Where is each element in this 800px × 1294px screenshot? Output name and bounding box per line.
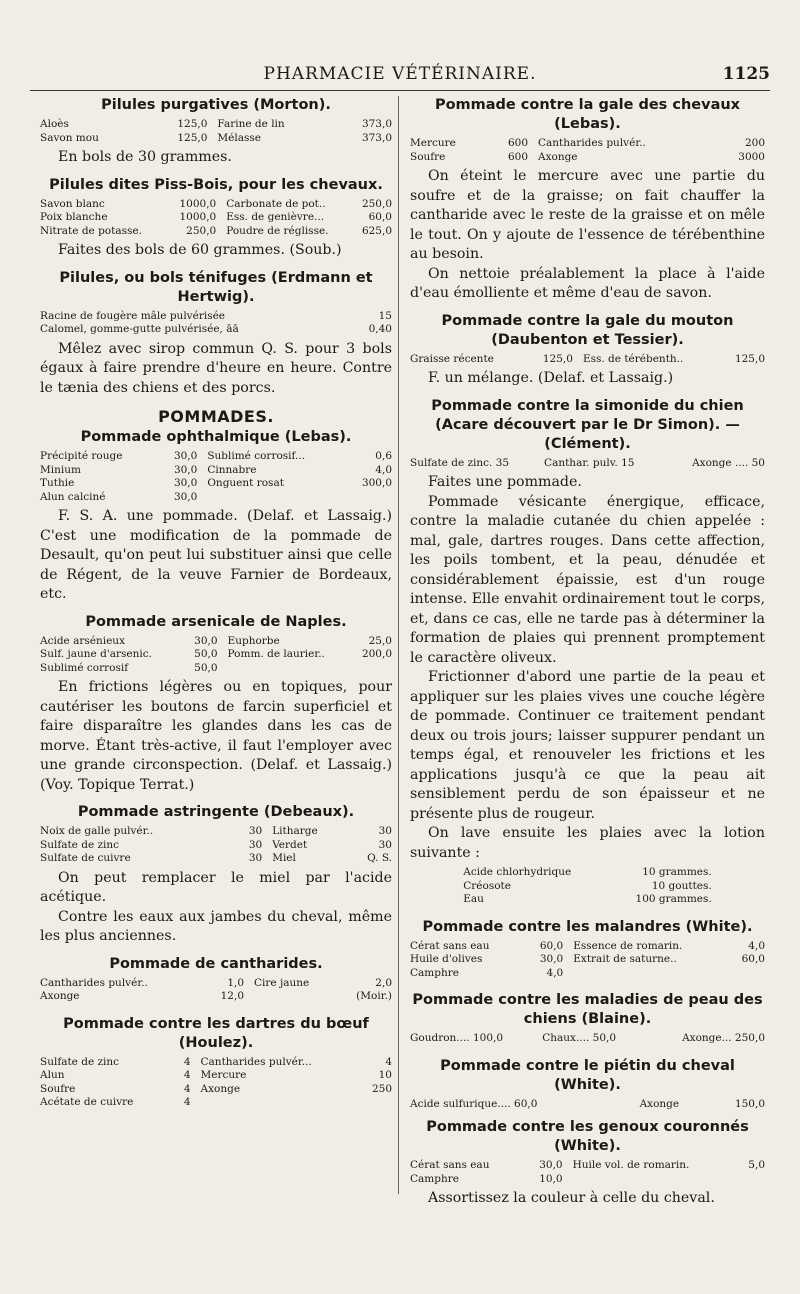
ingredient-name: Acide arsénieux <box>40 634 125 647</box>
ingredient-row <box>40 198 392 212</box>
ingredient-qty: 625,0 <box>361 224 392 237</box>
ingredient-table <box>40 118 392 145</box>
ingredient-row <box>410 151 765 165</box>
ingredient-qty: 30,0 <box>173 450 198 462</box>
ingredient-row <box>40 825 392 839</box>
ingredient-name: Axonge <box>538 150 578 163</box>
paragraph: Contre les eaux aux jambes du cheval, même les plus anciennes. <box>40 908 392 944</box>
ingredient-name: Pomm. de laurier.. <box>227 648 325 660</box>
paragraph: Faites des bols de 60 grammes. (Soub.) <box>58 242 342 258</box>
ingredient-qty: 5,0 <box>748 1159 765 1171</box>
paragraph: On peut remplacer le miel par l'acide acétique. <box>40 869 392 905</box>
section-heading: Pommade contre les malandres (White). <box>422 918 753 935</box>
ingredient-qty: 10 gouttes. <box>651 879 712 892</box>
ingredient-table <box>40 450 392 504</box>
ingredient-row <box>40 310 392 324</box>
chapter-heading: POMMADES. <box>158 407 274 426</box>
ingredient-row <box>40 990 392 1004</box>
ingredient-name: Essence de romarin. <box>573 939 683 952</box>
ingredient-qty: 30,0 <box>539 1159 563 1171</box>
ingredient-entry: Acide sulfurique.... 60,0 <box>410 1097 538 1110</box>
ingredient-row <box>410 953 765 967</box>
ingredient-row <box>40 977 392 991</box>
ingredient-row <box>40 323 392 337</box>
ingredient-name: Savon mou <box>40 131 99 144</box>
ingredient-row <box>40 464 392 478</box>
ingredient-row <box>40 648 392 662</box>
ingredient-qty: 4 <box>183 1096 191 1108</box>
ingredient-name: Nitrate de potasse. <box>40 224 142 237</box>
lotion-table <box>463 866 712 907</box>
ingredient-table <box>410 1159 765 1186</box>
ingredient-name: Cinnabre <box>207 463 257 476</box>
ingredient-qty: 1000,0 <box>179 197 217 210</box>
ingredient-table <box>40 825 392 866</box>
ingredient-qty: 30,0 <box>173 463 198 476</box>
paragraph: On nettoie préalablement la place à l'aide d'eau émolliente et même d'eau de savon. <box>410 265 765 301</box>
ingredient-qty: 15 <box>378 309 392 322</box>
ingredient-name: Axonge <box>639 1097 680 1110</box>
paragraph: En frictions légères ou en topiques, pour cautériser les boutons de farcin superficiel et faire disparaître les glandes dans les cas de morve. Étant très-active, il faut l'employer avec une grande circonspection. (Delaf. et Lassaig.) (Voy. Topique Terrat.) <box>40 679 392 793</box>
section-heading: Pommade contre les dartres du bœuf (Houlez). <box>63 1015 369 1051</box>
ingredient-name: Camphre <box>410 1172 459 1185</box>
ingredient-name: Savon blanc <box>40 197 105 210</box>
ingredient-qty: 30,0 <box>194 634 218 647</box>
ingredient-name: Sulfate de zinc <box>40 1055 120 1068</box>
section-heading: Pilules purgatives (Morton). <box>101 97 331 113</box>
paragraph: F. un mélange. (Delaf. et Lassaig.) <box>428 370 674 386</box>
ingredient-name: Huile d'olives <box>410 953 483 965</box>
ingredient-qty: 0,40 <box>368 323 392 335</box>
ingredient-name: Cantharides pulvér.. <box>538 137 646 149</box>
right-column <box>410 96 765 1209</box>
ingredient-qty: 50,0 <box>194 661 218 674</box>
ingredient-name: Carbonate de pot.. <box>226 197 326 210</box>
ingredient-row <box>40 1096 392 1110</box>
ingredient-entry: Chaux.... 50,0 <box>542 1032 617 1044</box>
section-heading: Pommade contre la gale du mouton (Daubenton et Tessier). <box>441 312 734 348</box>
ingredient-name: Miel <box>272 852 296 864</box>
ingredient-entry: Canthar. pulv. 15 <box>544 456 635 469</box>
section-heading: Pommade contre les genoux couronnés (White). <box>426 1119 749 1154</box>
attribution: (Moir.) <box>356 990 392 1002</box>
ingredient-qty: 125,0 <box>734 352 765 365</box>
ingredient-qty: 300,0 <box>361 477 392 489</box>
ingredient-name: Poix blanche <box>40 211 108 223</box>
ingredient-entry: Sulfate de zinc. 35 <box>410 456 510 469</box>
ingredient-qty: 250,0 <box>186 224 217 237</box>
ingredient-qty: 2,0 <box>375 976 392 989</box>
ingredient-row <box>40 1083 392 1097</box>
ingredient-name: Euphorbe <box>227 634 280 647</box>
ingredient-name: Sublimé corrosif <box>40 661 129 674</box>
paragraph: Mêlez avec sirop commun Q. S. pour 3 bols égaux à faire prendre d'heure en heure. Contre le tænia des chiens et des porcs. <box>40 340 392 396</box>
ingredient-row <box>463 866 712 880</box>
paragraph: F. S. A. une pommade. (Delaf. et Lassaig.) C'est une modification de la pommade de Desault, qu'on peut lui substituer ainsi que celle de Régent, de la veuve Farnier de Bordeaux, etc. <box>40 508 392 602</box>
paragraph: Frictionner d'abord une partie de la peau et appliquer sur les plaies vives une couche légère de pommade. Continuer ce traitement pendant deux ou trois jours; laisser suppurer pendant un temps égal, et renouveler les frictions et les applications jusqu'à ce que la peau ait sensiblement perdu de son épaisseur et ne présente plus de rougeur. <box>410 669 765 822</box>
section-heading: Pommade contre le piétin du cheval (White). <box>440 1057 735 1093</box>
ingredient-qty: 1000,0 <box>179 211 217 223</box>
section-heading: Pommade ophthalmique (Lebas). <box>80 429 352 445</box>
ingredient-name: Litharge <box>272 825 318 837</box>
running-title: PHARMACIE VÉTÉRINAIRE. <box>263 64 537 84</box>
ingredient-qty: 600 <box>507 137 528 149</box>
ingredient-qty: 25,0 <box>368 634 392 647</box>
ingredient-row <box>40 1069 392 1083</box>
ingredient-row <box>40 1056 392 1070</box>
ingredient-name: Cérat sans eau <box>410 1159 490 1171</box>
ingredient-name: Huile vol. de romarin. <box>572 1159 690 1171</box>
ingredient-row <box>410 457 765 471</box>
ingredient-qty: 0,6 <box>375 450 392 462</box>
ingredient-row <box>410 1032 765 1046</box>
ingredient-row <box>40 211 392 225</box>
ingredient-name: Ess. de genièvre... <box>226 211 325 223</box>
ingredient-qty: 10,0 <box>539 1172 563 1185</box>
ingredient-row <box>40 852 392 866</box>
ingredient-qty: 30 <box>378 838 392 851</box>
ingredient-row <box>410 1159 765 1173</box>
ingredient-name: Alun calciné <box>40 490 106 503</box>
ingredient-table <box>40 1056 392 1110</box>
ingredient-row <box>40 839 392 853</box>
ingredient-qty: 12,0 <box>220 990 245 1002</box>
ingredient-qty: 50,0 <box>194 648 218 660</box>
paragraph: Assortissez la couleur à celle du cheval. <box>428 1190 715 1206</box>
ingredient-name: Tuthie <box>40 477 75 489</box>
ingredient-name: Acétate de cuivre <box>40 1096 134 1108</box>
ingredient-qty: 373,0 <box>361 131 392 144</box>
ingredient-row <box>40 450 392 464</box>
ingredient-name: Mélasse <box>217 131 261 144</box>
ingredient-row <box>410 353 765 367</box>
ingredient-table <box>410 457 765 471</box>
ingredient-qty: 250,0 <box>361 197 392 210</box>
ingredient-row <box>40 477 392 491</box>
ingredient-name: Farine de lin <box>217 118 285 130</box>
ingredient-row <box>40 225 392 239</box>
page-number: 1125 <box>722 64 770 84</box>
ingredient-qty: 250 <box>371 1082 392 1095</box>
ingredient-qty: 60,0 <box>539 939 564 952</box>
ingredient-row <box>40 491 392 505</box>
ingredient-qty: 150,0 <box>734 1097 765 1110</box>
ingredient-name: Onguent rosat <box>207 477 284 489</box>
ingredient-qty: 30,0 <box>173 490 198 503</box>
ingredient-qty: 10 grammes. <box>642 866 712 878</box>
ingredient-name: Ess. de térébenth.. <box>582 352 684 365</box>
ingredient-row <box>40 132 392 146</box>
ingredient-qty: 4 <box>183 1055 191 1068</box>
ingredient-name: Axonge <box>40 990 80 1002</box>
ingredient-name: Verdet <box>272 838 308 851</box>
section-heading: Pommade contre la gale des chevaux (Lebas). <box>434 97 741 132</box>
ingredient-table <box>410 1032 765 1046</box>
ingredient-name: Axonge <box>200 1082 241 1095</box>
ingredient-name: Noix de galle pulvér.. <box>40 825 154 837</box>
section-heading: Pilules dites Piss-Bois, pour les chevaux. <box>49 176 383 193</box>
ingredient-row <box>40 635 392 649</box>
ingredient-row <box>410 940 765 954</box>
column-divider <box>398 96 399 1194</box>
ingredient-qty: 4 <box>183 1082 191 1095</box>
section-heading: Pommade contre la simonide du chien (Acare découvert par le Dr Simon). — (Clément). <box>431 397 744 452</box>
ingredient-name: Sulfate de zinc <box>40 838 120 851</box>
ingredient-name: Alun <box>40 1069 65 1081</box>
paragraph: Pommade vésicante énergique, efficace, contre la maladie cutanée du chien appelée : mal, gale, dartres rouges. Dans cette affection, les poils tombent, et la peau, dénudée et considérablement épaissie, est d'un rouge intense. Elle envahit ordinairement tout le corps, et, dans ce cas, elle ne tarde pas à déterminer la formation de plaies qui prennent promptement le caractère oliveux. <box>410 493 765 666</box>
ingredient-qty: 600 <box>507 150 528 163</box>
ingredient-qty: 4,0 <box>546 966 564 979</box>
ingredient-qty: 30,0 <box>539 953 564 965</box>
ingredient-qty: Q. S. <box>367 852 392 864</box>
ingredient-name: Graisse récente <box>410 352 494 365</box>
ingredient-name: Cire jaune <box>254 976 310 989</box>
ingredient-table <box>40 977 392 1004</box>
ingredient-name: Précipité rouge <box>40 450 123 462</box>
ingredient-name: Calomel, gomme-gutte pulvérisée, āā <box>40 323 239 335</box>
ingredient-row <box>463 880 712 894</box>
ingredient-name: Extrait de saturne.. <box>573 953 677 965</box>
ingredient-name: Mercure <box>200 1069 247 1081</box>
ingredient-row <box>410 967 765 981</box>
ingredient-name: Racine de fougère mâle pulvérisée <box>40 309 226 322</box>
ingredient-qty: 200 <box>744 137 765 149</box>
ingredient-table <box>410 940 765 981</box>
ingredient-name: Créosote <box>463 879 511 892</box>
ingredient-qty: 4,0 <box>748 939 765 952</box>
ingredient-qty: 60,0 <box>741 953 765 965</box>
paragraph: On lave ensuite les plaies avec la lotion suivante : <box>410 825 765 861</box>
section-heading: Pommade astringente (Debeaux). <box>77 804 355 820</box>
ingredient-qty: 4 <box>385 1055 392 1068</box>
ingredient-name: Soufre <box>40 1082 76 1095</box>
ingredient-row <box>410 1098 765 1112</box>
ingredient-entry: Axonge .... 50 <box>692 456 765 469</box>
ingredient-entry: Goudron.... 100,0 <box>410 1032 504 1044</box>
ingredient-qty: 30 <box>378 825 392 837</box>
ingredient-table <box>410 1098 765 1112</box>
ingredient-name: Minium <box>40 463 81 476</box>
ingredient-qty: 125,0 <box>177 131 208 144</box>
ingredient-name: Sulf. jaune d'arsenic. <box>40 648 152 660</box>
ingredient-qty: 3000 <box>738 150 765 163</box>
section-heading: Pommade contre les maladies de peau des chiens (Blaine). <box>412 992 763 1027</box>
ingredient-qty: 4,0 <box>375 463 392 476</box>
ingredient-name: Sublimé corrosif... <box>207 450 306 462</box>
ingredient-table <box>40 198 392 239</box>
ingredient-name: Poudre de réglisse. <box>226 224 329 237</box>
ingredient-table <box>40 635 392 676</box>
ingredient-qty: 30 <box>248 838 263 851</box>
paragraph: En bols de 30 grammes. <box>58 149 232 165</box>
ingredient-row <box>410 1173 765 1187</box>
ingredient-row <box>40 118 392 132</box>
ingredient-qty: 30 <box>248 852 263 864</box>
section-heading: Pommade de cantharides. <box>109 955 323 972</box>
ingredient-qty: 30,0 <box>173 477 198 489</box>
paragraph: On éteint le mercure avec une partie du soufre et de la graisse; on fait chauffer la cantharide avec le reste de la graisse et on mêle le tout. On y ajoute de l'essence de térébenthine au besoin. <box>410 168 765 262</box>
ingredient-qty: 60,0 <box>368 211 392 223</box>
ingredient-qty: 373,0 <box>361 118 392 130</box>
section-heading: Pommade arsenicale de Naples. <box>85 613 347 630</box>
ingredient-qty: 100 grammes. <box>635 893 712 905</box>
ingredient-table <box>40 310 392 337</box>
ingredient-name: Acide chlorhydrique <box>463 866 572 878</box>
left-column <box>40 96 392 1113</box>
ingredient-name: Cérat sans eau <box>410 939 490 952</box>
ingredient-qty: 1,0 <box>227 976 245 989</box>
ingredient-qty: 200,0 <box>361 648 392 660</box>
ingredient-name: Soufre <box>410 150 446 163</box>
ingredient-row <box>410 137 765 151</box>
ingredient-qty: 4 <box>183 1069 191 1081</box>
ingredient-qty: 30 <box>248 825 263 837</box>
ingredient-name: Cantharides pulvér... <box>200 1055 312 1068</box>
ingredient-name: Camphre <box>410 966 459 979</box>
page-header <box>30 62 770 91</box>
ingredient-name: Mercure <box>410 137 456 149</box>
ingredient-row <box>463 893 712 907</box>
ingredient-qty: 10 <box>378 1069 392 1081</box>
ingredient-row <box>40 662 392 676</box>
ingredient-table <box>410 353 765 367</box>
section-heading: Pilules, ou bols ténifuges (Erdmann et Hertwig). <box>59 269 373 305</box>
ingredient-qty: 125,0 <box>177 118 208 130</box>
ingredient-entry: Axonge... 250,0 <box>682 1032 765 1044</box>
ingredient-name: Eau <box>463 893 484 905</box>
paragraph: Faites une pommade. <box>428 474 582 490</box>
ingredient-name: Sulfate de cuivre <box>40 852 131 864</box>
ingredient-name: Cantharides pulvér.. <box>40 976 148 989</box>
ingredient-table <box>410 137 765 164</box>
ingredient-name: Aloès <box>40 118 69 130</box>
ingredient-qty: 125,0 <box>542 352 573 365</box>
